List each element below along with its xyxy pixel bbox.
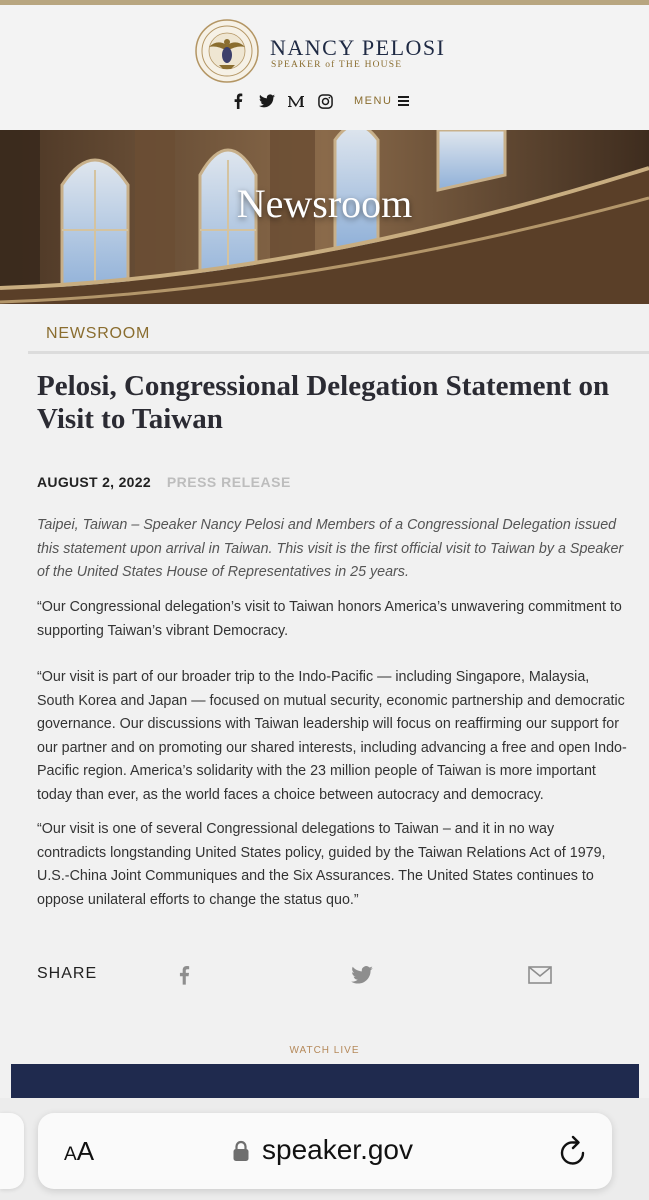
menu-button[interactable]: MENU [354,95,393,107]
twitter-icon[interactable] [257,91,277,111]
article-paragraph: “Our visit is one of several Congressional delegations to Taiwan – and it in no way contradicts longstanding United States policy, guided by the Taiwan Relations Act of 1979, U.S.-China Joint Communiques and the Six Assurances. The United States continues to oppose unilateral efforts to change the status quo.” [37,821,606,908]
lock-icon [232,1140,250,1162]
article-type-tag[interactable]: PRESS RELEASE [166,474,291,490]
aa-large-letter: A [76,1136,95,1166]
share-facebook-button[interactable] [171,962,197,988]
brand-subtitle: SPEAKER of THE HOUSE [271,60,403,70]
article-intro: Taipei, Taiwan – Speaker Nancy Pelosi and Members of a Congressional Delegation issued this statement upon arrival in Taiwan. This visit is the first official visit to Taiwan by a Speaker of the United States House of Representatives in 25 years. [37,517,624,580]
social-links [228,91,410,111]
watch-live-label[interactable]: WATCH LIVE [289,1045,360,1056]
medium-icon[interactable] [286,91,306,111]
email-icon [528,966,552,984]
facebook-icon [178,964,190,986]
reader-aa-button[interactable] [64,1136,94,1167]
article-date: AUGUST 2, 2022 [37,474,151,490]
reload-icon[interactable] [557,1134,589,1168]
newsroom-hero-banner [0,130,649,304]
share-email-button[interactable] [527,962,553,988]
hero-title: Newsroom [236,181,413,226]
article-paragraph: “Our visit is part of our broader trip to the Indo-Pacific — including Singapore, Malaysia, South Korea and Japan — focused on mutual security, economic partnership and democratic governance. Our discussions with Taiwan leadership will focus on reaffirming our support for our partner and on promoting our shared interests, including advancing a free and open Indo-Pacific region. America’s solidarity with the 23 million people of Taiwan is more important today than ever, as the world faces a choice between autocracy and democracy. [37,669,627,803]
brand-name[interactable]: NANCY PELOSI [270,35,446,60]
article-title: Pelosi, Congressional Delegation Statement on Visit to Taiwan [37,370,610,435]
aa-small-letter: A [64,1144,77,1165]
site-header [0,5,649,130]
share-label: SHARE [37,965,98,982]
article-paragraph: “Our Congressional delegation’s visit to Taiwan honors America’s unwavering commitment to supporting Taiwan’s vibrant Democracy. [37,599,622,639]
share-twitter-button[interactable] [349,962,375,988]
instagram-icon[interactable] [315,91,335,111]
facebook-icon[interactable] [228,91,248,111]
speaker-seal-logo[interactable] [195,19,259,83]
twitter-icon [351,966,373,984]
previous-tab-edge[interactable] [0,1113,24,1189]
url-text[interactable]: speaker.gov [262,1134,413,1165]
section-divider [28,351,649,354]
article-meta [37,474,291,490]
hamburger-menu-icon[interactable] [398,95,410,107]
section-label[interactable]: NEWSROOM [46,325,151,342]
